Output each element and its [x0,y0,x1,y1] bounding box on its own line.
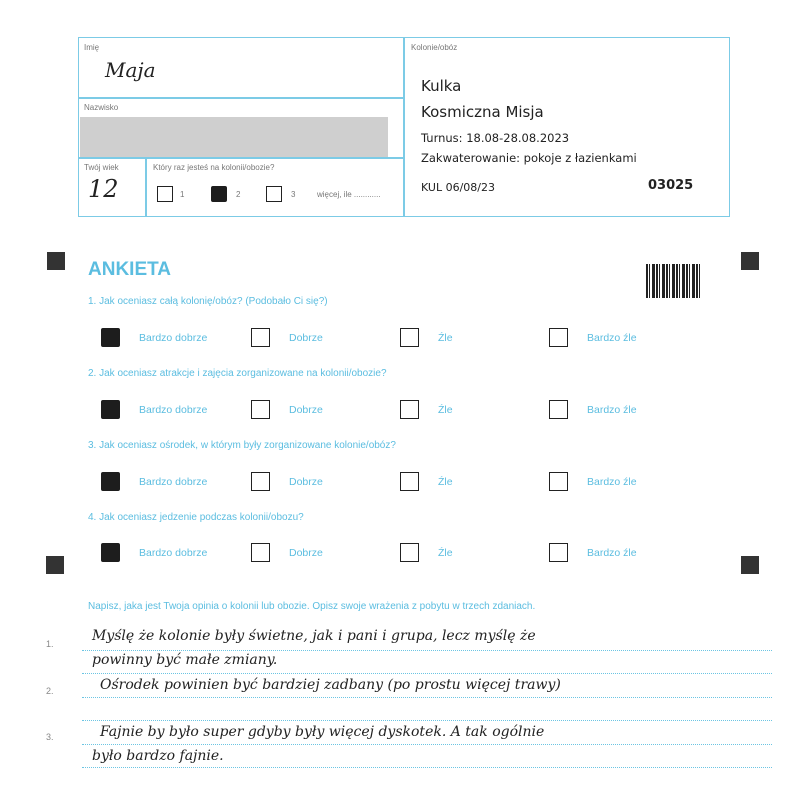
question-3-text: 3. Jak oceniasz ośrodek, w którym były zorganizowane kolonie/obóz? [88,440,396,451]
line-number-3: 3. [46,732,54,742]
q1-label-dobrze: Dobrze [289,332,323,344]
q3-label-bardzo-zle: Bardzo źle [587,476,637,488]
surname-label: Nazwisko [84,103,119,112]
question-1-text: 1. Jak oceniasz całą kolonię/obóz? (Podobało Ci się?) [88,296,328,307]
header-divider-age [78,157,403,159]
question-2-text: 2. Jak oceniasz atrakcje i zajęcia zorganizowane na kolonii/obozie? [88,368,387,379]
writing-line-2 [82,697,772,698]
opinion-sentence-2: Ośrodek powinien być bardziej zadbany (po prostu więcej trawy) [100,677,561,693]
q4-checkbox-zle[interactable] [400,543,419,562]
q3-checkbox-bardzo-dobrze[interactable] [101,472,120,491]
q3-label-bardzo-dobrze: Bardzo dobrze [139,476,208,488]
q4-checkbox-bardzo-dobrze[interactable] [101,543,120,562]
q3-checkbox-zle[interactable] [400,472,419,491]
header-divider-age-vertical [145,157,147,217]
registration-marker-bottom-right [741,556,759,574]
times-option-2: 2 [236,190,241,199]
camp-program: Kosmiczna Misja [421,103,544,121]
times-label: Który raz jesteś na kolonii/obozie? [153,163,275,172]
turnus: Turnus: 18.08-28.08.2023 [421,131,570,145]
form-number: 03025 [648,178,694,193]
writing-line-1b [82,673,772,674]
q1-label-zle: Źle [438,332,453,344]
registration-marker-bottom-left [46,556,64,574]
writing-line-2b [82,720,772,721]
accommodation: Zakwaterowanie: pokoje z łazienkami [421,151,637,165]
times-checkbox-1[interactable] [157,186,173,202]
q1-label-bardzo-dobrze: Bardzo dobrze [139,332,208,344]
times-option-1: 1 [180,190,185,199]
q4-checkbox-bardzo-zle[interactable] [549,543,568,562]
opinion-sentence-3a: Fajnie by było super gdyby były więcej dyskotek. A tak ogólnie [100,724,545,740]
survey-title: ANKIETA [88,259,172,280]
times-option-more: więcej, ile ............ [317,190,381,199]
opinion-sentence-1a: Myślę że kolonie były świetne, jak i pani i grupa, lecz myślę że [92,628,536,644]
name-value: Maja [105,58,156,82]
writing-line-3 [82,744,772,745]
writing-line-1 [82,650,772,651]
opinion-sentence-3b: było bardzo fajnie. [92,748,224,764]
surname-redaction [80,117,388,157]
q1-checkbox-dobrze[interactable] [251,328,270,347]
q4-label-bardzo-zle: Bardzo źle [587,547,637,559]
name-label: Imię [84,43,100,52]
q2-label-zle: Źle [438,404,453,416]
opinion-sentence-1b: powinny być małe zmiany. [92,652,278,668]
writing-line-3b [82,767,772,768]
q3-label-dobrze: Dobrze [289,476,323,488]
q2-checkbox-zle[interactable] [400,400,419,419]
q1-checkbox-bardzo-dobrze[interactable] [101,328,120,347]
q1-checkbox-zle[interactable] [400,328,419,347]
times-option-3: 3 [291,190,296,199]
line-number-2: 2. [46,686,54,696]
camp-label: Kolonie/obóz [411,43,458,52]
q4-label-dobrze: Dobrze [289,547,323,559]
q4-label-bardzo-dobrze: Bardzo dobrze [139,547,208,559]
question-4-text: 4. Jak oceniasz jedzenie podczas kolonii/obozu? [88,512,304,523]
times-checkbox-2[interactable] [211,186,227,202]
q1-label-bardzo-zle: Bardzo źle [587,332,637,344]
q1-checkbox-bardzo-zle[interactable] [549,328,568,347]
camp-code: KUL 06/08/23 [421,181,495,194]
registration-marker-top-right [741,252,759,270]
registration-marker-top-left [47,252,65,270]
header-divider-vertical [403,37,405,217]
q2-checkbox-bardzo-dobrze[interactable] [101,400,120,419]
q2-checkbox-bardzo-zle[interactable] [549,400,568,419]
q4-checkbox-dobrze[interactable] [251,543,270,562]
age-value: 12 [88,175,119,203]
q3-checkbox-bardzo-zle[interactable] [549,472,568,491]
q4-label-zle: Źle [438,547,453,559]
line-number-1: 1. [46,639,54,649]
q2-checkbox-dobrze[interactable] [251,400,270,419]
opinion-prompt: Napisz, jaka jest Twoja opinia o kolonii lub obozie. Opisz swoje wrażenia z pobytu w trzech zdaniach. [88,601,536,612]
q3-checkbox-dobrze[interactable] [251,472,270,491]
camp-name: Kulka [421,77,462,95]
age-label: Twój wiek [84,163,119,172]
header-divider-name [78,97,403,99]
q2-label-dobrze: Dobrze [289,404,323,416]
times-checkbox-3[interactable] [266,186,282,202]
barcode [646,264,700,298]
q2-label-bardzo-zle: Bardzo źle [587,404,637,416]
q2-label-bardzo-dobrze: Bardzo dobrze [139,404,208,416]
q3-label-zle: Źle [438,476,453,488]
